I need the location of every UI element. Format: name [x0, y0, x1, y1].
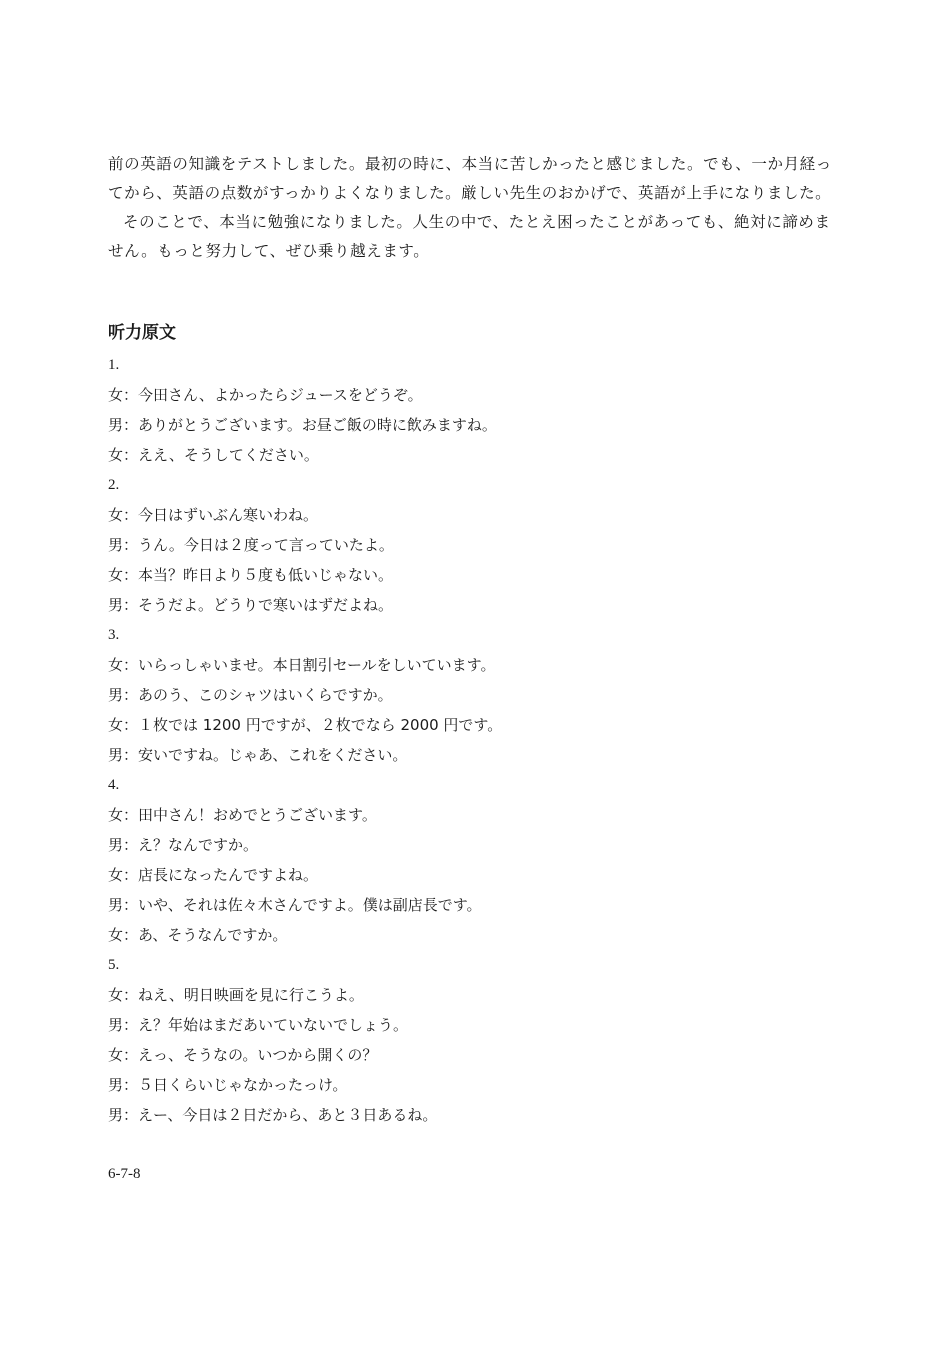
- utterance-text: 今田さん、よかったらジュースをどうぞ。: [138, 386, 423, 404]
- dialogue-line: [108, 590, 843, 620]
- speaker-label: 男：: [108, 1016, 139, 1034]
- utterance-text: え？年始はまだあいていないでしょう。: [138, 1016, 409, 1034]
- dialogue-line: [108, 800, 843, 830]
- speaker-label: 女：: [108, 506, 139, 524]
- speaker-label: 女：: [108, 656, 139, 674]
- speaker-label: 男：: [108, 836, 139, 854]
- dialogue-number: 4.: [108, 777, 120, 793]
- dialogue-line: [108, 710, 843, 740]
- speaker-label: 女：: [108, 866, 139, 884]
- utterance-text: 安いですね。じゃあ、これをください。: [138, 746, 408, 764]
- dialogue-line: [108, 650, 843, 680]
- dialogue-line: [108, 1070, 843, 1100]
- dialogue-line: [108, 1040, 843, 1070]
- utterance-text: ありがとうございます。お昼ご飯の時に飲みますね。: [138, 416, 497, 434]
- utterance-text: 本当？昨日より５度も低いじゃない。: [138, 566, 394, 584]
- utterance-text: えー、今日は２日だから、あと３日あるね。: [138, 1106, 438, 1124]
- speaker-label: 女：: [108, 986, 139, 1004]
- speaker-label: 男：: [108, 746, 139, 764]
- section-title: 听力原文: [108, 323, 176, 343]
- utterance-text: あのう、このシャツはいくらですか。: [138, 686, 393, 704]
- utterance-text: １枚では 1200 円ですが、２枚でなら 2000 円です。: [138, 716, 503, 734]
- utterance-text: 店長になったんですよね。: [138, 866, 319, 884]
- dialogue-line: [108, 740, 843, 770]
- dialogue-line: [108, 980, 843, 1010]
- dialogue-line: [108, 860, 843, 890]
- dialogue-line: [108, 440, 843, 470]
- speaker-label: 女：: [108, 806, 139, 824]
- page-code: 6-7-8: [108, 1166, 141, 1182]
- essay-text: [108, 150, 843, 266]
- utterance-text: 田中さん！おめでとうございます。: [138, 806, 377, 824]
- utterance-text: あ、そうなんですか。: [138, 926, 288, 944]
- utterance-text: ５日くらいじゃなかったっけ。: [138, 1076, 348, 1094]
- dialogue-line: [108, 1010, 843, 1040]
- essay-paragraph-2: そのことで、本当に勉強になりました。人生の中で、たとえ困ったことがあっても、絶対に諦めません。もっと努力して、ぜひ乗り越えます。: [108, 213, 831, 260]
- dialogue-line: [108, 500, 843, 530]
- dialogue-number: 5.: [108, 957, 120, 973]
- listening-transcript: [108, 350, 843, 1130]
- speaker-label: 女：: [108, 446, 139, 464]
- speaker-label: 女：: [108, 926, 139, 944]
- speaker-label: 女：: [108, 716, 139, 734]
- speaker-label: 男：: [108, 686, 139, 704]
- dialogue-line: [108, 920, 843, 950]
- speaker-label: 男：: [108, 896, 139, 914]
- dialogue-number: 3.: [108, 627, 120, 643]
- essay-paragraph-1: 前の英語の知識をテストしました。最初の時に、本当に苦しかったと感じました。でも、一か月経ってから、英語の点数がすっかりよくなりました。厳しい先生のおかげで、英語が上手になりました。: [108, 155, 832, 202]
- speaker-label: 男：: [108, 1106, 139, 1124]
- dialogue-number: 2.: [108, 477, 120, 493]
- speaker-label: 女：: [108, 566, 139, 584]
- dialogue-line: [108, 560, 843, 590]
- utterance-text: ねえ、明日映画を見に行こうよ。: [138, 986, 364, 1004]
- speaker-label: 女：: [108, 386, 139, 404]
- utterance-text: うん。今日は２度って言っていたよ。: [138, 536, 394, 554]
- speaker-label: 男：: [108, 1076, 139, 1094]
- speaker-label: 女：: [108, 1046, 139, 1064]
- dialogue-line: [108, 680, 843, 710]
- dialogue-line: [108, 380, 843, 410]
- dialogue-number: 1.: [108, 357, 120, 373]
- dialogue-line: [108, 410, 843, 440]
- speaker-label: 男：: [108, 416, 139, 434]
- utterance-text: いや、それは佐々木さんですよ。僕は副店長です。: [138, 896, 482, 914]
- dialogue-line: [108, 890, 843, 920]
- dialogue-line: [108, 530, 843, 560]
- dialogue-line: [108, 830, 843, 860]
- dialogue-line: [108, 1100, 843, 1130]
- utterance-text: いらっしゃいませ。本日割引セールをしいています。: [138, 656, 496, 674]
- utterance-text: えっ、そうなの。いつから開くの？: [138, 1046, 378, 1064]
- utterance-text: そうだよ。どうりで寒いはずだよね。: [138, 596, 394, 614]
- utterance-text: ええ、そうしてください。: [138, 446, 319, 464]
- speaker-label: 男：: [108, 596, 139, 614]
- utterance-text: え？なんですか。: [138, 836, 259, 854]
- utterance-text: 今日はずいぶん寒いわね。: [138, 506, 319, 524]
- speaker-label: 男：: [108, 536, 139, 554]
